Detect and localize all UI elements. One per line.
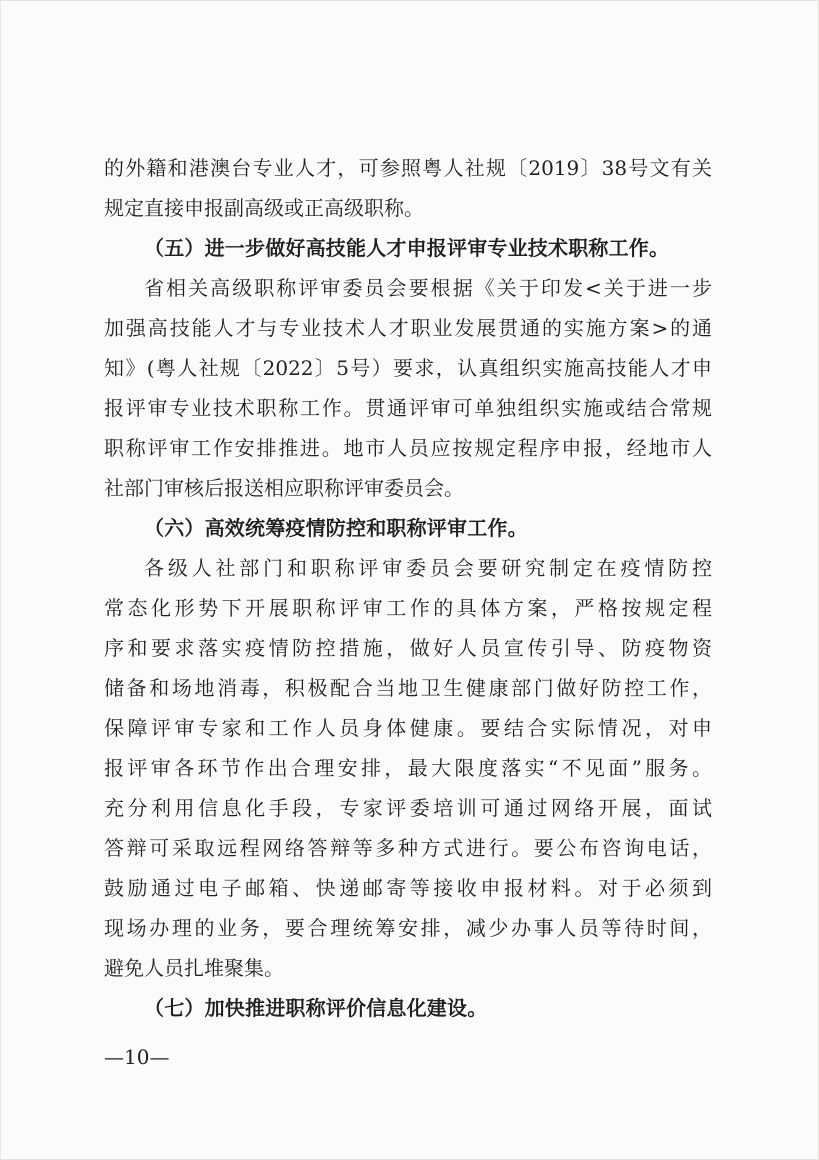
paragraph-line: 保障评审专家和工作人员身体健康。要结合实际情况，对申 <box>104 716 712 740</box>
paragraph-line: 各级人社部门和职称评审委员会要研究制定在疫情防控 <box>144 556 712 580</box>
section-heading: （五）进一步做好高技能人才申报评审专业技术职称工作。 <box>144 236 670 260</box>
paragraph-line: 答辩可采取远程网络答辩等多种方式进行。要公布咨询电话， <box>104 836 712 860</box>
paragraph-line: 社部门审核后报送相应职称评审委员会。 <box>104 476 464 500</box>
paragraph-line: 加强高技能人才与专业技术人才职业发展贯通的实施方案>的通 <box>104 316 712 340</box>
section-heading: （六）高效统筹疫情防控和职称评审工作。 <box>144 516 528 540</box>
paragraph-line: 序和要求落实疫情防控措施，做好人员宣传引导、防疫物资 <box>104 636 712 660</box>
paragraph-line: 报评审各环节作出合理安排，最大限度落实“不见面”服务。 <box>104 756 712 780</box>
paragraph-line: 常态化形势下开展职称评审工作的具体方案，严格按规定程 <box>104 596 712 620</box>
paragraph-line: 知》(粤人社规〔2022〕5号）要求，认真组织实施高技能人才申 <box>104 356 712 380</box>
paragraph-line: 的外籍和港澳台专业人才，可参照粤人社规〔2019〕38号文有关 <box>104 156 712 180</box>
paragraph-line: 报评审专业技术职称工作。贯通评审可单独组织实施或结合常规 <box>104 396 712 420</box>
section-heading: （七）加快推进职称评价信息化建设。 <box>144 996 488 1020</box>
paragraph-line: 避免人员扎堆聚集。 <box>104 956 284 980</box>
paragraph-line: 现场办理的业务，要合理统筹安排，减少办事人员等待时间， <box>104 916 712 940</box>
paragraph-line: 省相关高级职称评审委员会要根据《关于印发<关于进一步 <box>144 276 712 300</box>
paragraph-line: 鼓励通过电子邮箱、快递邮寄等接收申报材料。对于必须到 <box>104 876 712 900</box>
paragraph-line: 规定直接申报副高级或正高级职称。 <box>104 196 424 220</box>
paragraph-line: 充分利用信息化手段，专家评委培训可通过网络开展，面试 <box>104 796 712 820</box>
paragraph-line: 储备和场地消毒，积极配合当地卫生健康部门做好防控工作， <box>104 676 712 700</box>
paragraph-line: 职称评审工作安排推进。地市人员应按规定程序申报，经地市人 <box>104 436 712 460</box>
page-number: —10— <box>104 1045 170 1069</box>
